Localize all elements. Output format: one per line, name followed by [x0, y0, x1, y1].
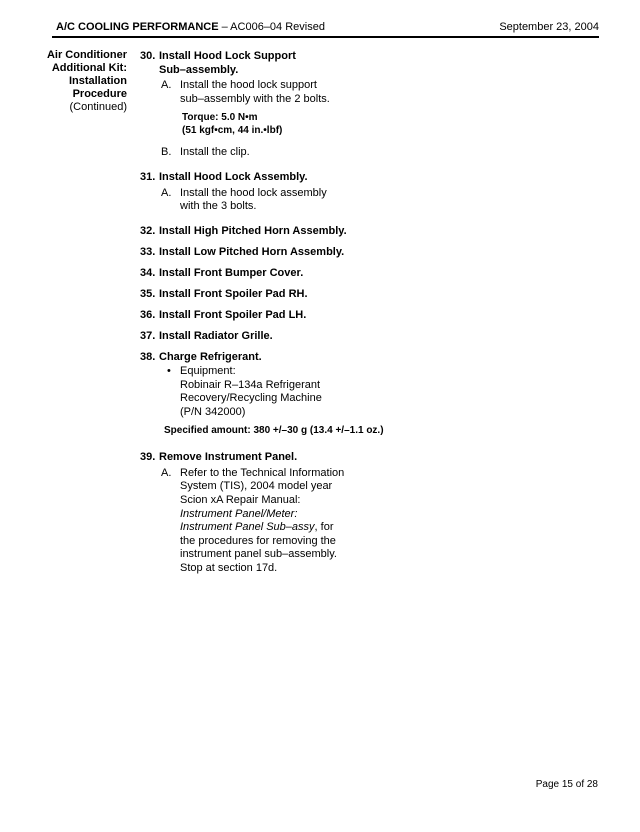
substep-text-rest: , for [314, 521, 334, 534]
step-32 [140, 225, 580, 239]
torque-line: Torque: 5.0 N•m [182, 112, 258, 124]
substep-a [161, 187, 580, 214]
substep-line-mixed [180, 521, 344, 535]
step-number: 33. [140, 245, 156, 258]
substep-letter: A. [161, 186, 172, 199]
step-title [140, 288, 580, 302]
page-header [52, 19, 599, 35]
step-title-line: Sub–assembly. [159, 63, 239, 76]
step-number: 35. [140, 288, 156, 301]
substep-text [180, 467, 344, 576]
side-heading-line: Installation [68, 75, 127, 87]
substep-text [180, 187, 327, 214]
substep-line-italic: Instrument Panel/Meter: [180, 507, 298, 520]
step-36 [140, 309, 580, 323]
equipment-line: Equipment: [180, 364, 236, 377]
step-title [140, 225, 580, 239]
step-39 [140, 451, 580, 575]
step-title-text: Install Low Pitched Horn Assembly. [159, 245, 345, 258]
step-title-text: Install Hood Lock Assembly. [159, 170, 308, 183]
header-rule [52, 36, 599, 38]
substep-b [161, 146, 580, 160]
substep-line: Install the clip. [180, 146, 250, 159]
step-title [140, 351, 580, 365]
substep-line: System (TIS), 2004 model year [180, 480, 333, 493]
substep-italic-text: Instrument Panel Sub–assy [180, 521, 315, 534]
step-title [140, 246, 580, 260]
step-title [140, 309, 580, 323]
step-number: 34. [140, 266, 156, 279]
substep-letter: B. [161, 146, 172, 159]
header-date: September 23, 2004 [499, 21, 599, 33]
side-heading-line: Procedure [72, 88, 127, 100]
substep-line: the procedures for removing the [180, 534, 336, 547]
step-37 [140, 330, 580, 344]
header-title-rest: – AC006–04 Revised [218, 21, 325, 33]
step-number: 31. [140, 170, 156, 183]
procedure-content [140, 50, 580, 576]
step-title [140, 451, 580, 465]
side-heading [20, 49, 127, 114]
equipment-item [167, 365, 580, 419]
torque-line: (51 kgf•cm, 44 in.•lbf) [182, 125, 283, 137]
step-title [140, 171, 580, 185]
header-title-bold: A/C COOLING PERFORMANCE [56, 21, 219, 33]
side-heading-continued: (Continued) [69, 101, 127, 113]
step-title-text [159, 50, 296, 77]
substep-line: Stop at section 17d. [180, 562, 278, 575]
step-31 [140, 171, 580, 214]
substep-line: with the 3 bolts. [180, 200, 257, 213]
substep-line: Refer to the Technical Information [180, 466, 345, 479]
step-number: 32. [140, 224, 156, 237]
step-38 [140, 351, 580, 437]
step-number: 36. [140, 309, 156, 322]
step-title [140, 50, 580, 77]
side-heading-line: Air Conditioner [46, 49, 127, 61]
equipment-line: (P/N 342000) [180, 405, 246, 418]
step-title-line: Install Hood Lock Support [159, 50, 296, 62]
substep-a [161, 467, 580, 576]
step-title-text: Remove Instrument Panel. [159, 451, 298, 464]
substep-letter: A. [161, 466, 172, 479]
equipment-text [180, 365, 322, 419]
step-number: 37. [140, 330, 156, 343]
step-title-text: Install Front Spoiler Pad LH. [159, 309, 307, 322]
step-35 [140, 288, 580, 302]
step-title-text: Install Front Spoiler Pad RH. [159, 288, 308, 301]
equipment-line: Recovery/Recycling Machine [180, 392, 322, 405]
equipment-line: Robinair R–134a Refrigerant [180, 378, 321, 391]
substep-line: sub–assembly with the 2 bolts. [180, 92, 330, 105]
step-33 [140, 246, 580, 260]
substep-a [161, 79, 580, 106]
header-title [56, 19, 325, 35]
step-title-text: Install Front Bumper Cover. [159, 266, 304, 279]
substep-letter: A. [161, 79, 172, 92]
substep-line: instrument panel sub–assembly. [180, 548, 337, 561]
substep-line: Install the hood lock support [180, 79, 317, 92]
torque-spec [182, 111, 580, 137]
bullet-icon: • [167, 364, 171, 377]
page-number: Page 15 of 28 [535, 779, 598, 790]
side-heading-line: Additional Kit: [51, 62, 127, 74]
step-title-text: Charge Refrigerant. [159, 351, 262, 364]
step-number: 38. [140, 351, 156, 364]
substep-line: Install the hood lock assembly [180, 186, 327, 199]
step-number: 39. [140, 451, 156, 464]
step-title-text: Install Radiator Grille. [159, 330, 273, 343]
step-title [140, 330, 580, 344]
step-title [140, 267, 580, 281]
step-number: 30. [140, 50, 156, 62]
substep-line: Scion xA Repair Manual: [180, 494, 301, 507]
step-34 [140, 267, 580, 281]
step-30 [140, 50, 580, 160]
substep-text [180, 79, 330, 106]
specified-amount: Specified amount: 380 +/–30 g (13.4 +/–1.1 oz.) [164, 425, 384, 437]
step-title-text: Install High Pitched Horn Assembly. [159, 224, 347, 237]
